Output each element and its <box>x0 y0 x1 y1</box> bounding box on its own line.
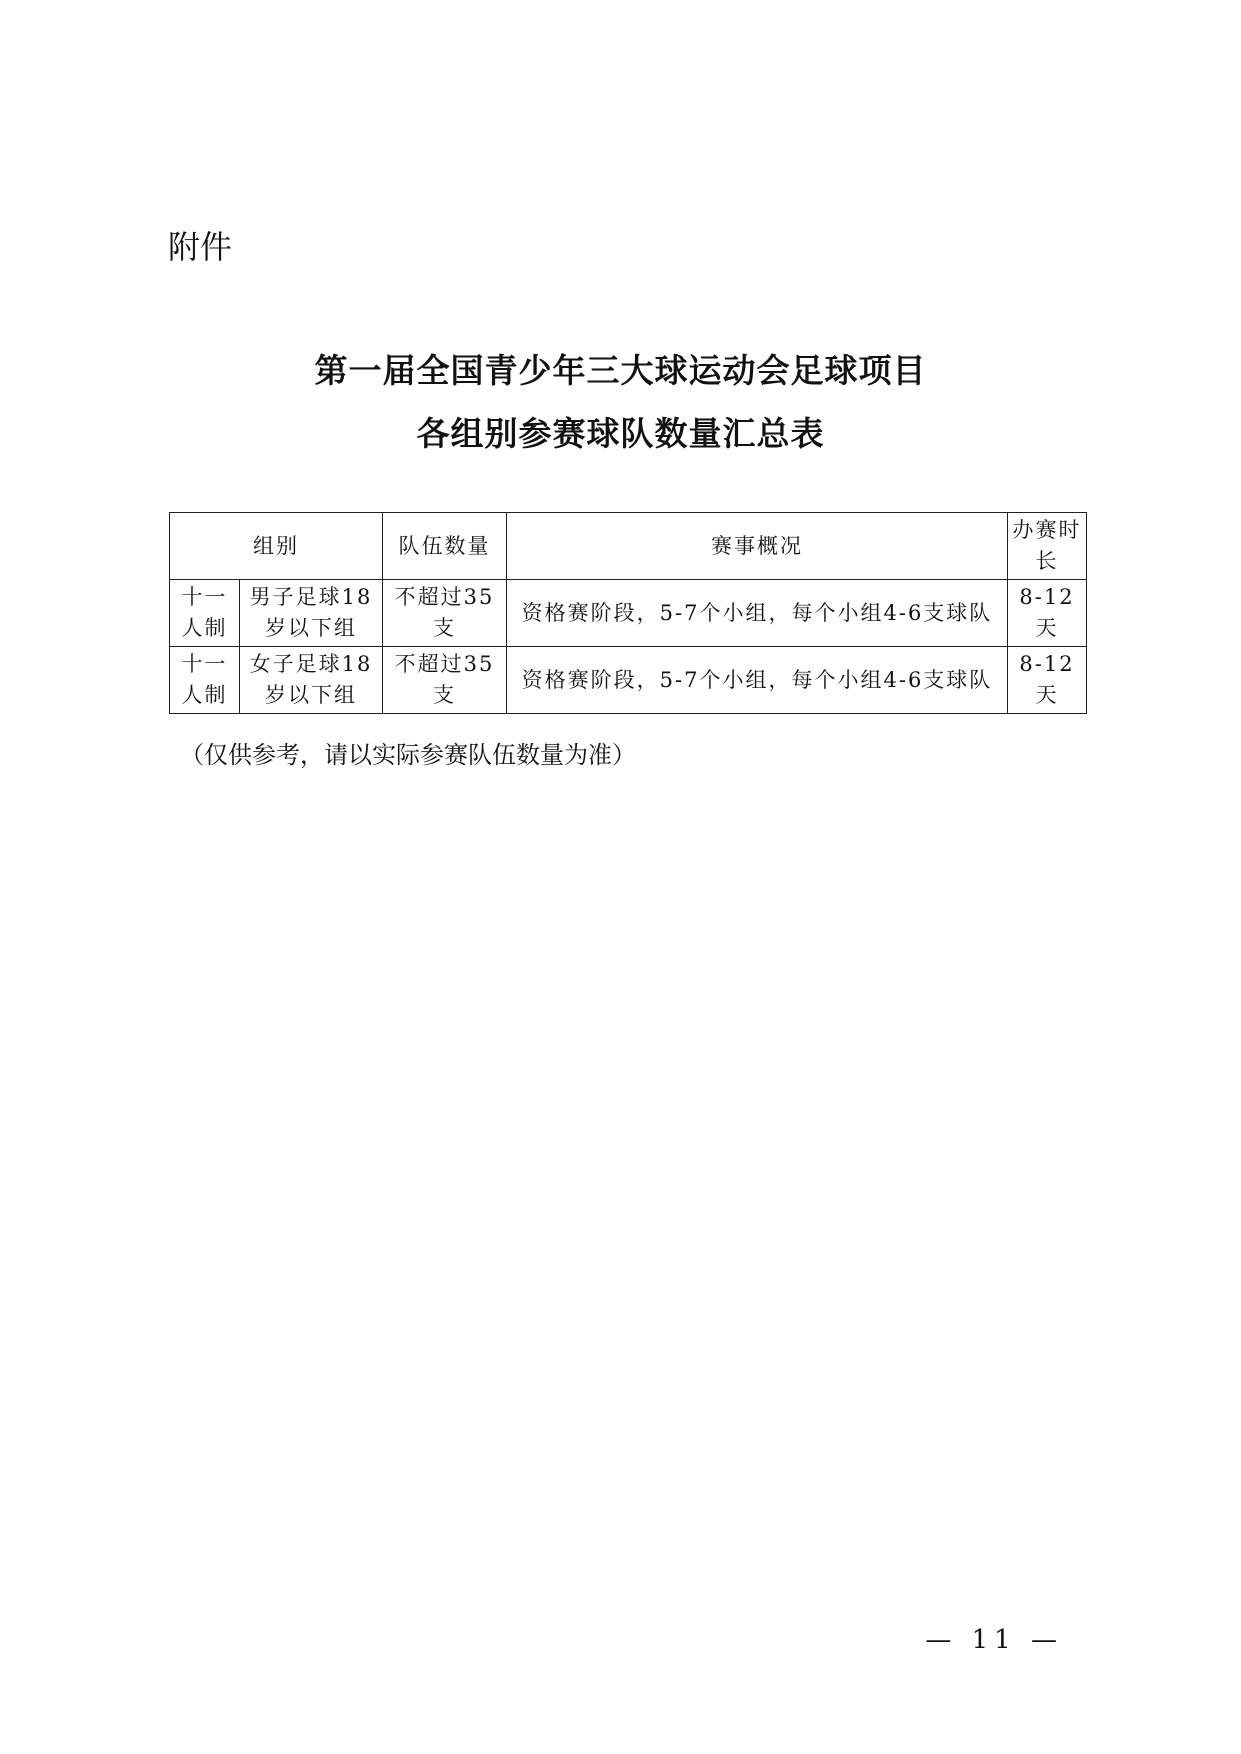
document-title-line1: 第一届全国青少年三大球运动会足球项目 <box>314 351 927 390</box>
summary-table <box>169 512 1087 714</box>
cell-overview: 资格赛阶段，5-7个小组，每个小组4-6支球队 <box>507 647 1008 714</box>
header-team-count: 队伍数量 <box>383 513 507 580</box>
cell-format: 十一人制 <box>170 580 240 647</box>
cell-group: 男子足球18岁以下组 <box>240 580 383 647</box>
cell-duration: 8-12天 <box>1008 647 1087 714</box>
document-title-line2: 各组别参赛球队数量汇总表 <box>416 414 825 453</box>
table-note: （仅供参考，请以实际参赛队伍数量为准） <box>180 741 636 769</box>
header-group: 组别 <box>170 513 383 580</box>
table-row <box>170 580 1087 647</box>
table-row <box>170 647 1087 714</box>
cell-group: 女子足球18岁以下组 <box>240 647 383 714</box>
cell-overview: 资格赛阶段，5-7个小组，每个小组4-6支球队 <box>507 580 1008 647</box>
cell-format: 十一人制 <box>170 647 240 714</box>
header-duration: 办赛时长 <box>1008 513 1087 580</box>
cell-team-count: 不超过35支 <box>383 580 507 647</box>
cell-duration: 8-12天 <box>1008 580 1087 647</box>
table-header-row <box>170 513 1087 580</box>
page-number: — 11 — <box>925 1625 1063 1655</box>
attachment-label: 附件 <box>168 228 233 266</box>
cell-team-count: 不超过35支 <box>383 647 507 714</box>
header-overview: 赛事概况 <box>507 513 1008 580</box>
